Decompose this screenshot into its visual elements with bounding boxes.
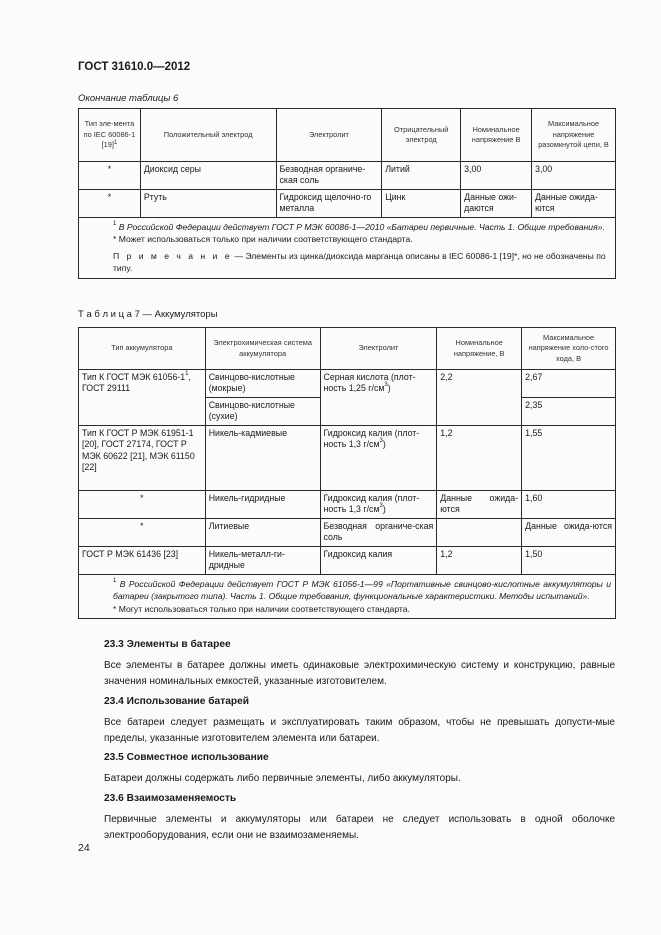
t7-k-max-dry: 2,35 — [522, 398, 616, 426]
t6-footnote-1: $^1$ В Российской Федерации действует ГОСТ Р МЭК 60086-1—2010 «Батареи первичные. Часть 1. Общие требования». — [113, 221, 605, 232]
t7-footnotes — [79, 575, 616, 619]
t7-k-system-dry: Свинцово-кислотные (сухие) — [205, 398, 320, 426]
page-number: 24 — [78, 842, 90, 854]
section-23-5-text: Батареи должны содержать либо первичные элементы, либо аккумуляторы. — [104, 773, 461, 784]
t6-header-negative: Отрицательный электрод — [382, 109, 461, 162]
t7-k-electrolyte: Серная кислота (плот-ность 1,25 $г/см^3$) — [320, 370, 437, 426]
table-row — [79, 491, 616, 519]
t7-r3-type: * — [79, 491, 206, 519]
t7-r3-system: Никель-гидридные — [205, 491, 320, 519]
t6-r2-max: Данные ожида-ются — [532, 190, 616, 218]
t7-header-electrolyte: Электролит — [320, 328, 437, 370]
t6-r1-electrolyte: Безводная органиче-ская соль — [276, 162, 382, 190]
t7-r4-max: Данные ожида-ются — [522, 519, 616, 547]
t7-footnote-1: $^1$ В Российской Федерации действует ГОСТ Р МЭК 61056-1—99 «Портативные свинцово-кислотные аккумуляторы и батареи (закрытого типа). Часть 1. Общие требования, функциональные характеристики. Методы испытаний». — [113, 578, 611, 602]
t7-header-type: Тип аккумулятора — [79, 328, 206, 370]
table-row — [79, 162, 616, 190]
section-23-4-title: 23.4 Использование батарей — [104, 696, 250, 707]
table-row — [79, 426, 616, 491]
t6-header-nominal: Номинальное напряжение В — [461, 109, 532, 162]
t7-r3-nominal: Данные ожида-ются — [437, 491, 522, 519]
t6-r2-electrolyte: Гидроксид щелочно-го металла — [276, 190, 382, 218]
t7-r4-nominal — [437, 519, 522, 547]
table6-caption-text: Окончание таблицы 6 — [78, 93, 179, 104]
t6-r2-negative: Цинк — [382, 190, 461, 218]
t7-r5-nominal: 1,2 — [437, 547, 522, 575]
section-23-6-text: Первичные элементы и аккумуляторы или батареи не следует использовать в одной оболочке электрооборудования, если они не взаимозаменяемы. — [104, 814, 615, 841]
t7-r5-type: ГОСТ Р МЭК 61436 [23] — [79, 547, 206, 575]
t7-k-max-wet: 2,67 — [522, 370, 616, 398]
t6-footnotes — [79, 218, 616, 279]
table-row — [79, 190, 616, 218]
t7-k-system-wet: Свинцово-кислотные (мокрые) — [205, 370, 320, 398]
section-23-6-title: 23.6 Взаимозаменяемость — [104, 793, 237, 804]
t6-note: П р и м е ч а н и е — Элементы из цинка/диоксида марганца описаны в IEC 60086-1 [19]*, но не обозначены по типу. — [113, 250, 606, 274]
t7-header-system: Электрохимическая система аккумулятора — [205, 328, 320, 370]
t7-r4-system: Литиевые — [205, 519, 320, 547]
t6-header-type: Тип эле-мента по IEC 60086-1 $[19]^1$ — [79, 109, 141, 162]
t6-r2-positive: Ртуть — [140, 190, 276, 218]
t6-r1-negative: Литий — [382, 162, 461, 190]
t7-k2-system: Никель-кадмиевые — [205, 426, 320, 491]
t6-r1-nominal: 3,00 — [461, 162, 532, 190]
t6-r2-nominal: Данные ожи-даются — [461, 190, 532, 218]
t7-r5-electrolyte: Гидроксид калия — [320, 547, 437, 575]
t7-r4-electrolyte: Безводная органиче-ская соль — [320, 519, 437, 547]
table6 — [78, 108, 616, 279]
table-row — [79, 547, 616, 575]
t7-k-type: Тип К ГОСТ МЭК $61056-1^1$, ГОСТ 29111 — [79, 370, 206, 426]
section-23-4-text: Все батареи следует размещать и эксплуатировать таким образом, чтобы не превышать допусти-мые пределы, указанные изготовителем элемента или батареи. — [104, 717, 615, 744]
t6-footnote-star: * Может использоваться только при наличии соответствующего стандарта. — [113, 234, 413, 245]
document-code: ГОСТ 31610.0—2012 — [78, 61, 191, 73]
table7 — [78, 327, 616, 619]
t7-footnote-star: * Могут использоваться только при наличии соответствующего стандарта. — [113, 603, 410, 614]
t7-k-nominal: 2,2 — [437, 370, 522, 426]
t6-r2-type: * — [79, 190, 141, 218]
t7-k2-max: 1,55 — [522, 426, 616, 491]
t6-r1-max: 3,00 — [532, 162, 616, 190]
t7-k2-electrolyte: Гидроксид калия (плот-ность 1,3 $г/см^3$) — [320, 426, 437, 491]
t6-r1-positive: Диоксид серы — [140, 162, 276, 190]
t6-r1-type: * — [79, 162, 141, 190]
t7-r3-max: 1,60 — [522, 491, 616, 519]
section-23-5-title: 23.5 Совместное использование — [104, 752, 269, 763]
t7-header-nominal: Номинальное напряжение, В — [437, 328, 522, 370]
t6-header-max: Максимальное напряжение разомкнутой цепи, В — [532, 109, 616, 162]
t7-r5-max: 1,50 — [522, 547, 616, 575]
t6-header-positive: Положительный электрод — [140, 109, 276, 162]
table-row — [79, 519, 616, 547]
t7-k2-nominal: 1,2 — [437, 426, 522, 491]
t7-r4-type: * — [79, 519, 206, 547]
t7-r5-system: Никель-металл-ги-дридные — [205, 547, 320, 575]
table6-caption — [78, 93, 178, 104]
t7-k2-type: Тип К ГОСТ Р МЭК 61951-1 [20], ГОСТ 27174, ГОСТ Р МЭК 60622 [21], МЭК 61150 [22] — [79, 426, 206, 491]
section-23-3-title: 23.3 Элементы в батарее — [104, 639, 231, 650]
table7-caption: Т а б л и ц а 7 — Аккумуляторы — [78, 309, 218, 320]
t7-r3-electrolyte: Гидроксид калия (плот-ность 1,3 $г/см^3$) — [320, 491, 437, 519]
section-23-3-text: Все элементы в батарее должны иметь одинаковые электрохимическую систему и конструкцию, равные значения номинальных емкостей, указанные изготовителем. — [104, 660, 615, 687]
t7-header-max: Максимальное напряжение холо-стого хода, В — [522, 328, 616, 370]
table-row — [79, 370, 616, 398]
t6-header-electrolyte: Электролит — [276, 109, 382, 162]
